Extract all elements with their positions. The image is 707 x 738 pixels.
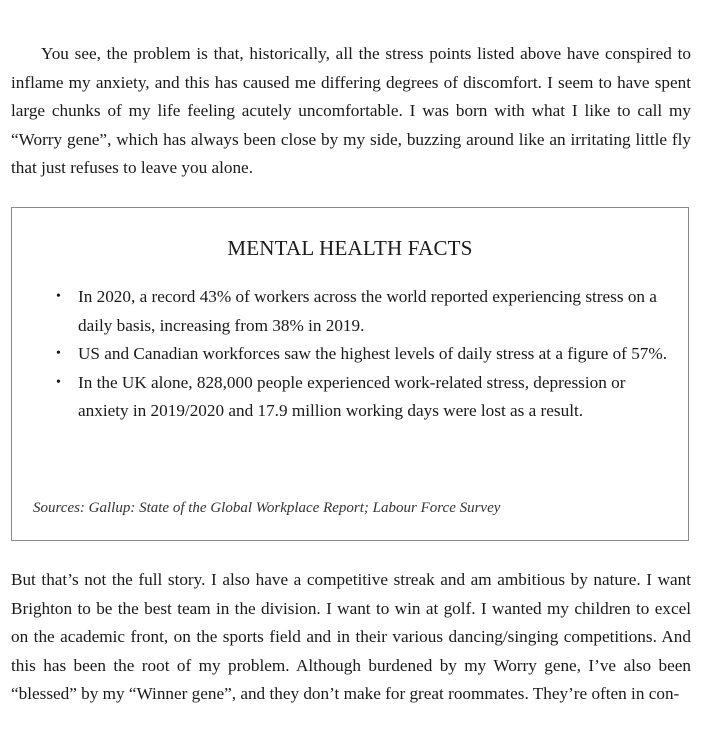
fact-item [56, 283, 668, 340]
fact-text: In the UK alone, 828,000 people experienced work-related stress, depression or anxiety in 2019/2020 and 17.9 million working days were lost as a result. [78, 372, 626, 420]
bullet-icon: • [56, 289, 61, 304]
fact-text: US and Canadian workforces saw the highest levels of daily stress at a figure of 57%. [78, 344, 667, 363]
fact-text: In 2020, a record 43% of workers across the world reported experiencing stress on a daily basis, increasing from 38% in 2019. [78, 287, 657, 335]
fact-item [56, 340, 668, 369]
bullet-icon: • [56, 374, 61, 390]
fact-item [56, 369, 668, 426]
sources-citation: Sources: Gallup: State of the Global Workplace Report; Labour Force Survey [33, 500, 501, 516]
facts-list [56, 283, 668, 426]
facts-box-title: MENTAL HEALTH FACTS [227, 236, 473, 260]
mental-health-facts-box [11, 207, 689, 541]
bullet-icon: • [56, 346, 61, 361]
continuation-paragraph: But that’s not the full story. I also have a competitive streak and am ambitious by nature. I want Brighton to be the best team in the division. I want to win at golf. I wanted my children to excel on the academic front, on the sports field and in their various dancing/singing competitions. And this has been the root of my problem. Although burdened by my Worry gene, I’ve also been “blessed” by my “Winner gene”, and they don’t make for great roommates. They’re often in con- [11, 570, 691, 703]
intro-paragraph: You see, the problem is that, historically, all the stress points listed above have conspired to inflame my anxiety, and this has caused me differing degrees of discomfort. I seem to have spent large chunks of my life feeling acutely uncomfortable. I was born with what I like to call my “Worry gene”, which has always been close by my side, buzzing around like an irritating little fly that just refuses to leave you alone. [11, 44, 691, 177]
